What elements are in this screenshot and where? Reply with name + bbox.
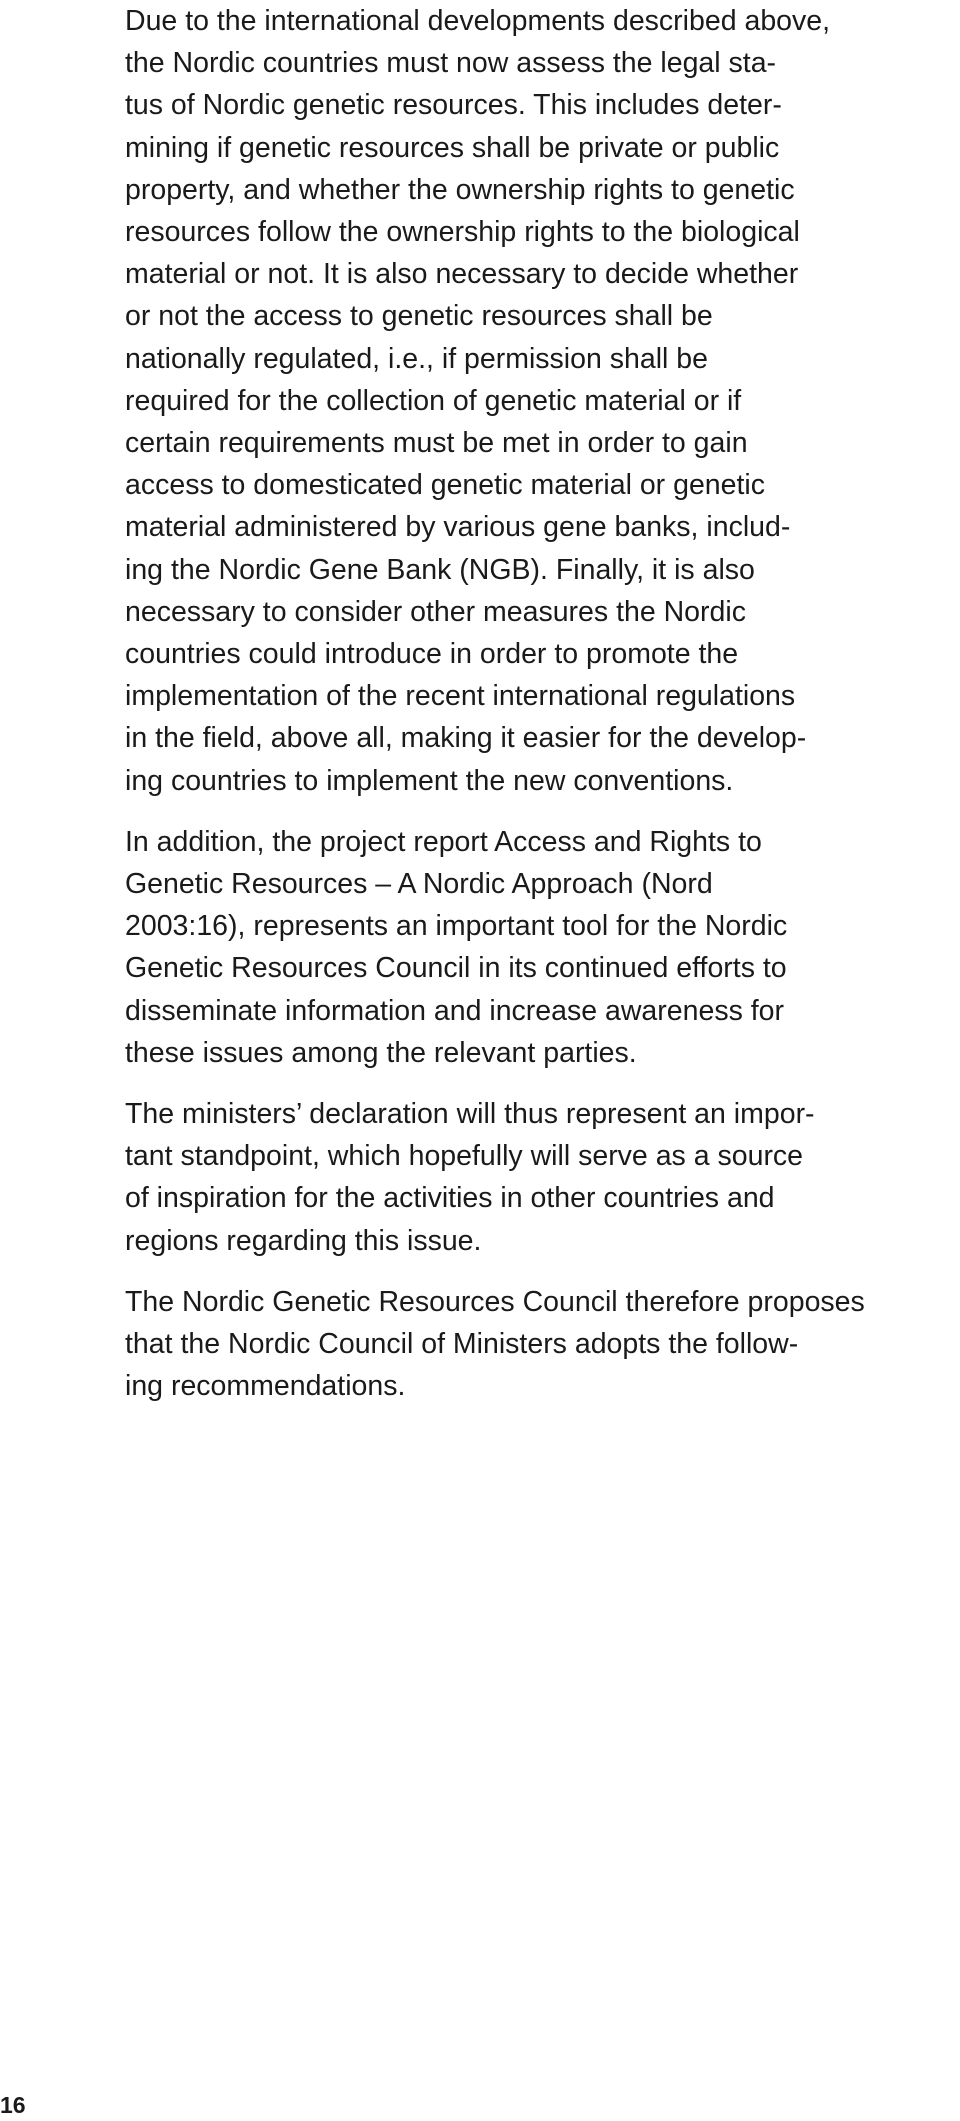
paragraph-ministers-declaration bbox=[125, 1093, 960, 1262]
text-line: The Nordic Genetic Resources Council therefore proposes bbox=[125, 1285, 865, 1318]
page-number: 16 bbox=[0, 2092, 26, 2118]
text-line: required for the collection of genetic material or if bbox=[125, 384, 742, 417]
text-line: the Nordic countries must now assess the legal sta- bbox=[125, 47, 777, 80]
text-line: that the Nordic Council of Ministers adopts the follow- bbox=[125, 1328, 799, 1361]
text-line: The ministers’ declaration will thus represent an impor- bbox=[125, 1098, 815, 1131]
text-line: 2003:16), represents an important tool for the Nordic bbox=[125, 910, 788, 943]
text-line: ing recommendations. bbox=[125, 1370, 406, 1403]
paragraph-recommendations bbox=[125, 1281, 960, 1408]
text-line: In addition, the project report Access and Rights to bbox=[125, 825, 762, 858]
text-line: countries could introduce in order to promote the bbox=[125, 638, 739, 671]
paragraph-legal-status bbox=[125, 0, 960, 802]
paragraph-project-report bbox=[125, 821, 960, 1074]
text-line: tant standpoint, which hopefully will serve as a source bbox=[125, 1140, 804, 1173]
text-line: these issues among the relevant parties. bbox=[125, 1036, 637, 1069]
text-line: material administered by various gene banks, includ- bbox=[125, 511, 791, 544]
text-line: resources follow the ownership rights to the biological bbox=[125, 216, 800, 249]
body-text bbox=[125, 0, 960, 1427]
text-line: certain requirements must be met in order to gain bbox=[125, 427, 748, 460]
text-line: necessary to consider other measures the Nordic bbox=[125, 595, 746, 628]
text-line: Genetic Resources Council in its continued efforts to bbox=[125, 952, 787, 985]
text-line: tus of Nordic genetic resources. This includes deter- bbox=[125, 89, 782, 122]
text-line: property, and whether the ownership rights to genetic bbox=[125, 173, 795, 206]
text-line: or not the access to genetic resources shall be bbox=[125, 300, 713, 333]
text-line: mining if genetic resources shall be private or public bbox=[125, 131, 780, 164]
text-line: of inspiration for the activities in other countries and bbox=[125, 1182, 775, 1215]
text-line: regions regarding this issue. bbox=[125, 1224, 482, 1257]
text-line: access to domesticated genetic material or genetic bbox=[125, 469, 765, 502]
text-line: ing the Nordic Gene Bank (NGB). Finally, it is also bbox=[125, 553, 755, 586]
text-line: Genetic Resources – A Nordic Approach (Nord bbox=[125, 868, 713, 901]
text-line: Due to the international developments described above, bbox=[125, 5, 831, 37]
text-line: in the field, above all, making it easier for the develop- bbox=[125, 722, 807, 755]
text-line: ing countries to implement the new conventions. bbox=[125, 764, 734, 797]
text-line: nationally regulated, i.e., if permission shall be bbox=[125, 342, 708, 375]
text-line: material or not. It is also necessary to decide whether bbox=[125, 258, 799, 291]
text-line: implementation of the recent international regulations bbox=[125, 680, 796, 713]
text-line: disseminate information and increase awareness for bbox=[125, 994, 785, 1027]
